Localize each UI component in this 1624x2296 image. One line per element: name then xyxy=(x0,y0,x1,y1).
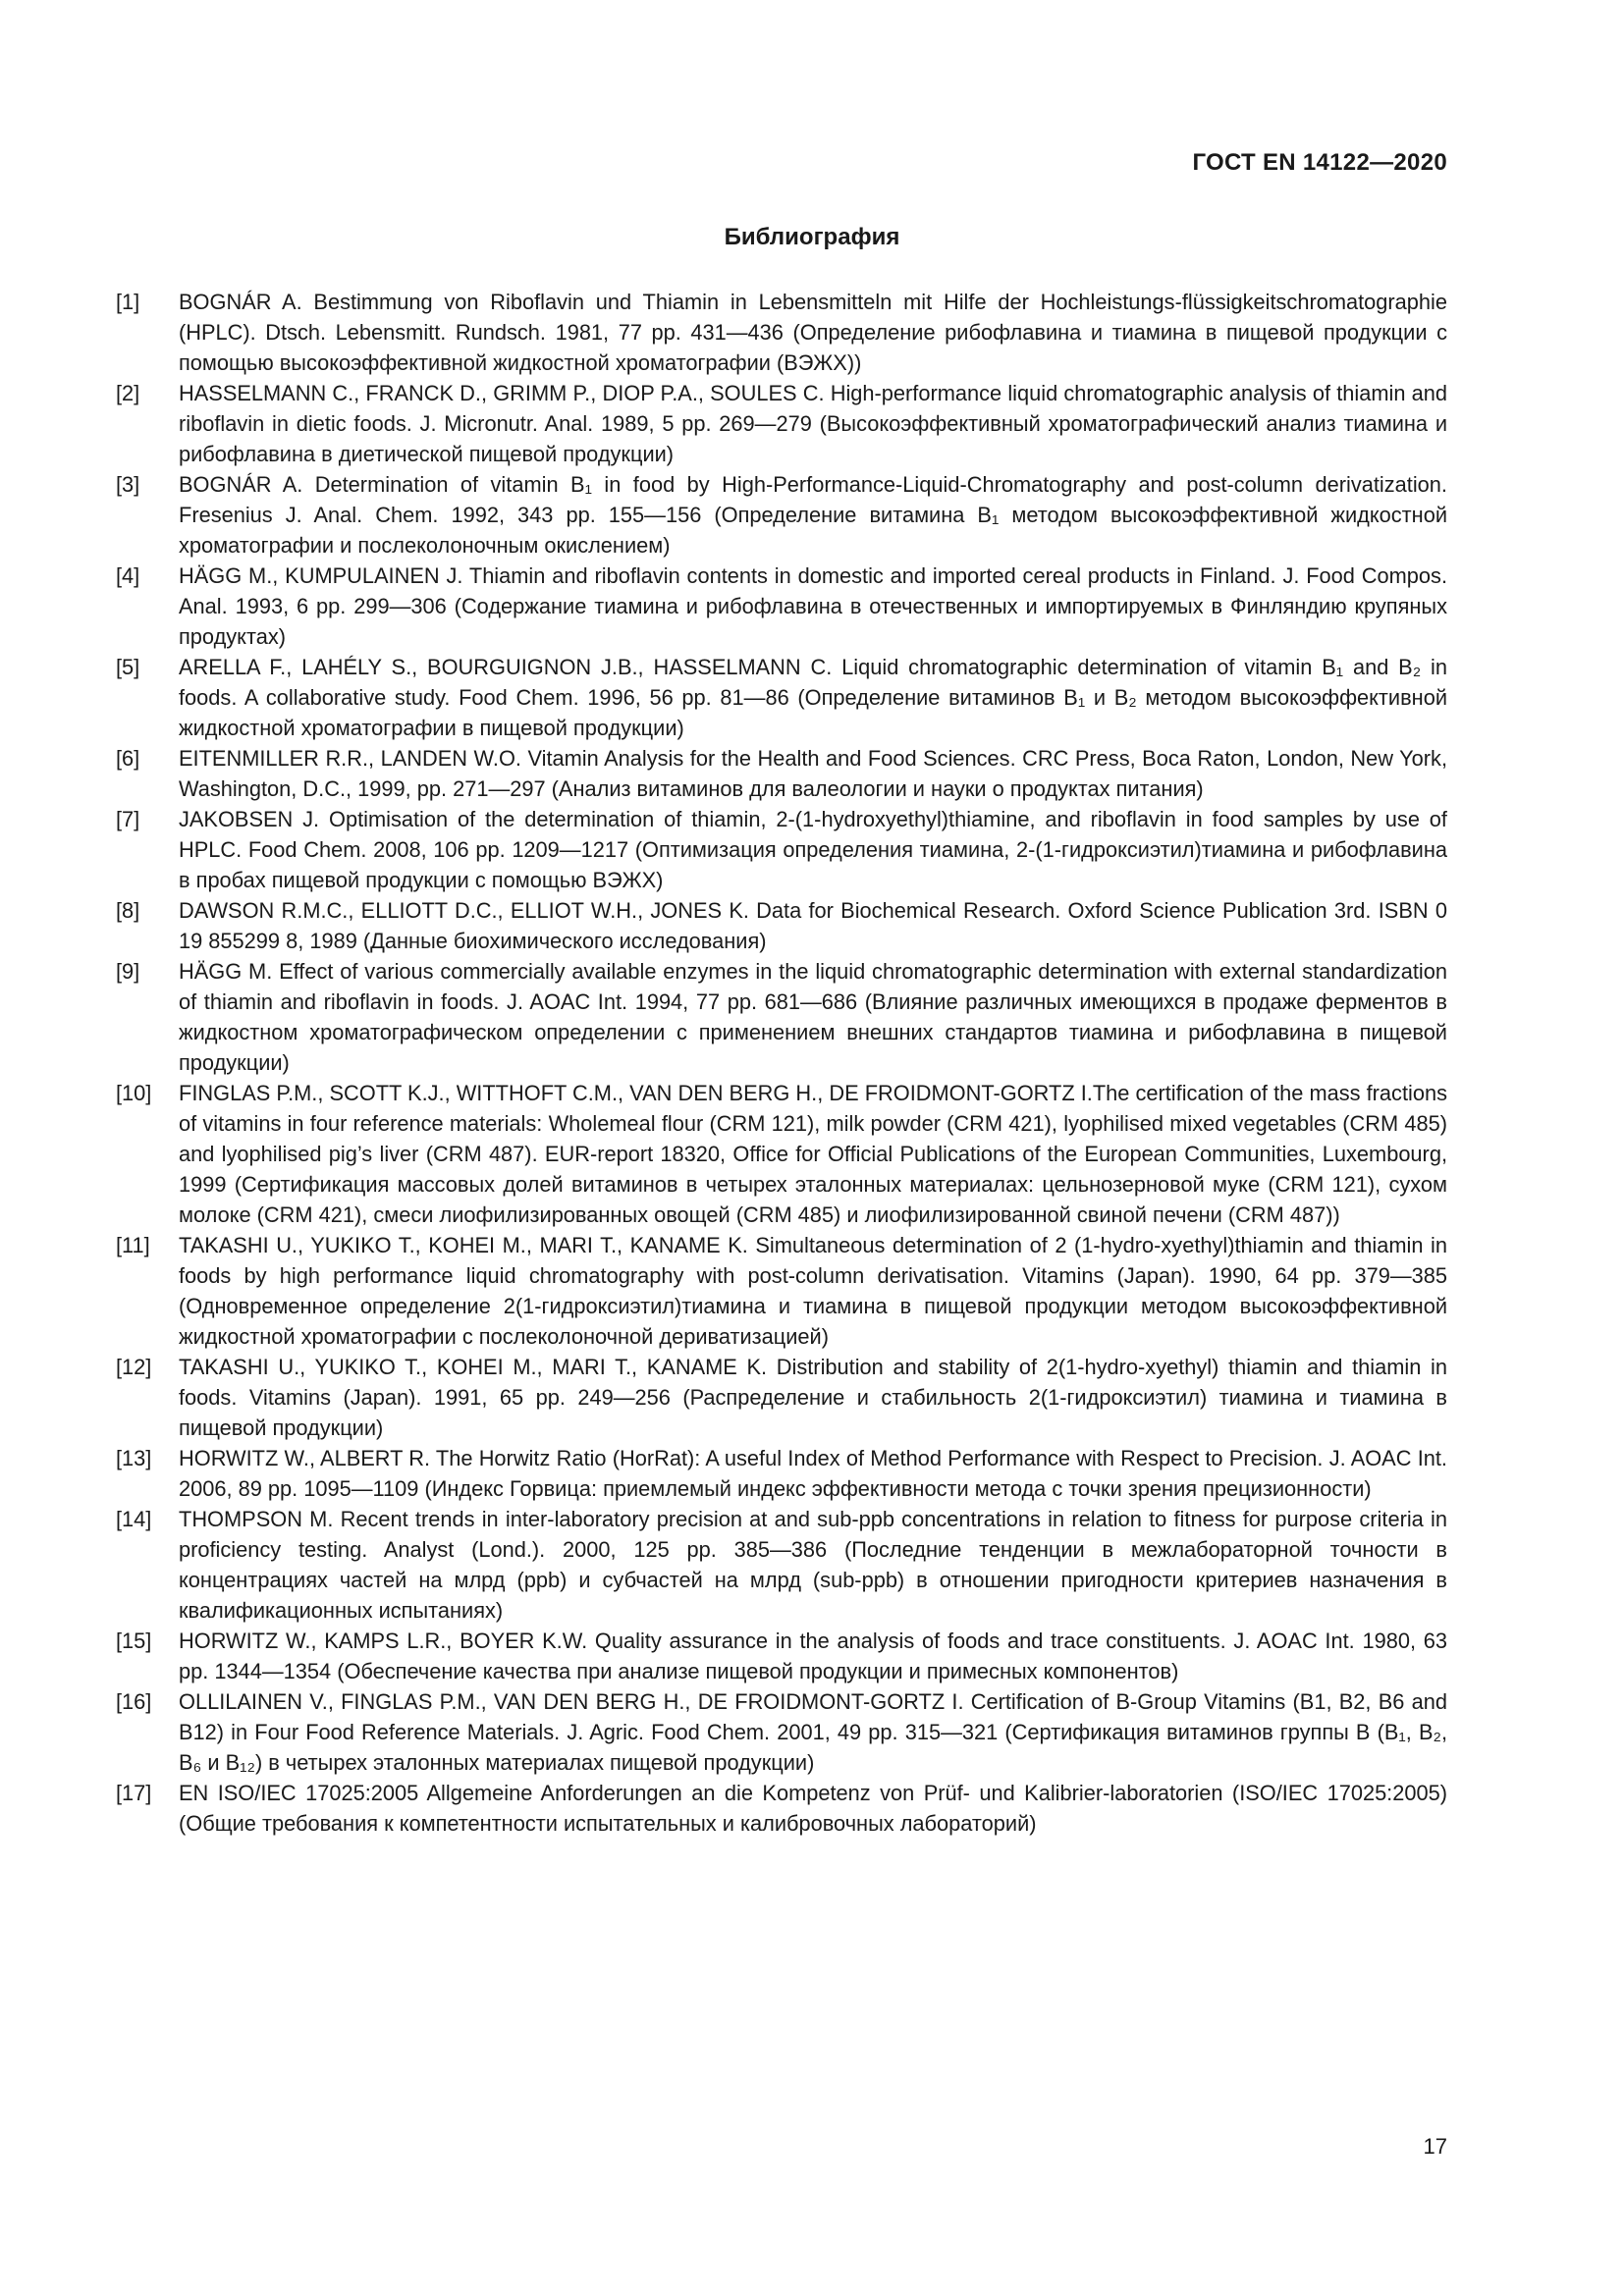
reference-item xyxy=(116,1686,1447,1778)
reference-text: THOMPSON M. Recent trends in inter-laboratory precision at and sub-ppb concentrations in relation to fitness for purpose criteria in proficiency testing. Analyst (Lond.). 2000, 125 pp. 385—386 (Последние тенденции в межлабораторной точности в концентрациях частей на млрд (ppb) и субчастей на млрд (sub-ppb) в отношении пригодности критериев назначения в квалификационных испытаниях) xyxy=(179,1507,1447,1623)
reference-item xyxy=(116,561,1447,652)
reference-number: [8] xyxy=(116,898,140,923)
reference-number: [4] xyxy=(116,563,140,588)
bibliography-list xyxy=(116,287,1447,1839)
reference-number: [1] xyxy=(116,290,140,314)
reference-number: [9] xyxy=(116,959,140,984)
reference-number: [2] xyxy=(116,381,140,405)
page-title: Библиография xyxy=(724,224,900,250)
reference-number: [7] xyxy=(116,807,140,831)
reference-number: [16] xyxy=(116,1689,152,1714)
reference-item xyxy=(116,1230,1447,1352)
reference-item xyxy=(116,895,1447,956)
reference-text: HORWITZ W., KAMPS L.R., BOYER K.W. Quality assurance in the analysis of foods and trace constituents. J. AOAC Int. 1980, 63 pp. 1344—1354 (Обеспечение качества при анализе пищевой продукции и примесных компонентов) xyxy=(179,1629,1447,1683)
reference-text: HASSELMANN C., FRANCK D., GRIMM P., DIOP P.A., SOULES C. High-performance liquid chromatographic analysis of thiamin and riboflavin in dietic foods. J. Micronutr. Anal. 1989, 5 pp. 269—279 (Высокоэффективный хроматографический анализ тиамина и рибофлавина в диетической пищевой продукции) xyxy=(179,381,1447,466)
reference-number: [11] xyxy=(116,1233,150,1257)
reference-text: BOGNÁR A. Determination of vitamin B₁ in food by High-Performance-Liquid-Chromatography and post-column derivatization. Fresenius J. Anal. Chem. 1992, 343 pp. 155—156 (Определение витамина B₁ методом высокоэффективной жидкостной хроматографии и послеколоночным окислением) xyxy=(179,472,1447,558)
reference-item xyxy=(116,743,1447,804)
reference-item xyxy=(116,469,1447,561)
reference-text: TAKASHI U., YUKIKO T., KOHEI M., MARI T., KANAME K. Distribution and stability of 2(1-hydro-xyethyl) thiamin and thiamin in foods. Vitamins (Japan). 1991, 65 pp. 249—256 (Распределение и стабильность 2(1-гидроксиэтил) тиамина и тиамина в пищевой продукции) xyxy=(179,1355,1447,1440)
reference-item xyxy=(116,1078,1447,1230)
reference-number: [15] xyxy=(116,1629,152,1653)
standard-code-header: ГОСТ EN 14122—2020 xyxy=(1192,149,1447,176)
reference-item xyxy=(116,652,1447,743)
reference-text: ARELLA F., LAHÉLY S., BOURGUIGNON J.B., HASSELMANN C. Liquid chromatographic determination of vitamin B₁ and B₂ in foods. A collaborative study. Food Chem. 1996, 56 pp. 81—86 (Определение витаминов B₁ и B₂ методом высокоэффективной жидкостной хроматографии в пищевой продукции) xyxy=(179,655,1447,740)
reference-number: [6] xyxy=(116,746,140,771)
reference-text: OLLILAINEN V., FINGLAS P.M., VAN DEN BERG H., DE FROIDMONT-GORTZ I. Certification of B-Group Vitamins (B1, B2, B6 and B12) in Four Food Reference Materials. J. Agric. Food Chem. 2001, 49 pp. 315—321 (Сертификация витаминов группы B (B₁, B₂, B₆ и B₁₂) в четырех эталонных материалах пищевой продукции) xyxy=(179,1689,1447,1775)
reference-item xyxy=(116,1778,1447,1839)
reference-text: EITENMILLER R.R., LANDEN W.O. Vitamin Analysis for the Health and Food Sciences. CRC Press, Boca Raton, London, New York, Washington, D.C., 1999, pp. 271—297 (Анализ витаминов для валеологии и науки о продуктах питания) xyxy=(179,746,1447,801)
reference-number: [10] xyxy=(116,1081,152,1105)
reference-text: HORWITZ W., ALBERT R. The Horwitz Ratio (HorRat): A useful Index of Method Performance with Respect to Precision. J. AOAC Int. 2006, 89 pp. 1095—1109 (Индекс Горвица: приемлемый индекс эффективности метода с точки зрения прецизионности) xyxy=(179,1446,1447,1501)
reference-item xyxy=(116,956,1447,1078)
reference-text: FINGLAS P.M., SCOTT K.J., WITTHOFT C.M., VAN DEN BERG H., DE FROIDMONT-GORTZ I.The certification of the mass fractions of vitamins in four reference materials: Wholemeal flour (CRM 121), milk powder (CRM 421), lyophilised mixed vegetables (CRM 485) and lyophilised pig’s liver (CRM 487). EUR-report 18320, Office for Official Publications of the European Communities, Luxembourg, 1999 (Сертификация массовых долей витаминов в четырех эталонных материалах: цельнозерновой муке (CRM 121), сухом молоке (CRM 421), смеси лиофилизированных овощей (CRM 485) и лиофилизированной свиной печени (CRM 487)) xyxy=(179,1081,1447,1227)
reference-item xyxy=(116,1352,1447,1443)
page-number: 17 xyxy=(1423,2134,1447,2159)
reference-text: HÄGG M., KUMPULAINEN J. Thiamin and riboflavin contents in domestic and imported cereal products in Finland. J. Food Compos. Anal. 1993, 6 pp. 299—306 (Содержание тиамина и рибофлавина в отечественных и импортируемых в Финляндию крупяных продуктах) xyxy=(179,563,1447,649)
reference-item xyxy=(116,287,1447,378)
reference-item xyxy=(116,1504,1447,1626)
reference-text: EN ISO/IEC 17025:2005 Allgemeine Anforderungen an die Kompetenz von Prüf- und Kalibrier-laboratorien (ISO/IEC 17025:2005) (Общие требования к компетентности испытательных и калибровочных лабораторий) xyxy=(179,1781,1447,1836)
reference-number: [14] xyxy=(116,1507,152,1531)
reference-text: HÄGG M. Effect of various commercially available enzymes in the liquid chromatographic determination with external standardization of thiamin and riboflavin in foods. J. AOAC Int. 1994, 77 pp. 681—686 (Влияние различных имеющихся в продаже ферментов в жидкостном хроматографическом определении с применением внешних стандартов тиамина и рибофлавина в пищевой продукции) xyxy=(179,959,1447,1075)
reference-number: [17] xyxy=(116,1781,152,1805)
reference-text: DAWSON R.M.C., ELLIOTT D.C., ELLIOT W.H., JONES K. Data for Biochemical Research. Oxford Science Publication 3rd. ISBN 0 19 855299 8, 1989 (Данные биохимического исследования) xyxy=(179,898,1447,953)
reference-number: [3] xyxy=(116,472,140,497)
reference-item xyxy=(116,1443,1447,1504)
reference-text: JAKOBSEN J. Optimisation of the determination of thiamin, 2-(1-hydroxyethyl)thiamine, and riboflavin in food samples by use of HPLC. Food Chem. 2008, 106 pp. 1209—1217 (Оптимизация определения тиамина, 2-(1-гидроксиэтил)тиамина и рибофлавина в пробах пищевой продукции с помощью ВЭЖХ) xyxy=(179,807,1447,892)
reference-item xyxy=(116,378,1447,469)
reference-number: [13] xyxy=(116,1446,152,1470)
reference-item xyxy=(116,1626,1447,1686)
reference-number: [5] xyxy=(116,655,140,679)
reference-number: [12] xyxy=(116,1355,152,1379)
reference-item xyxy=(116,804,1447,895)
reference-text: BOGNÁR A. Bestimmung von Riboflavin und Thiamin in Lebensmitteln mit Hilfe der Hochleistungs-flüssigkeitschromatographie (HPLC). Dtsch. Lebensmitt. Rundsch. 1981, 77 pp. 431—436 (Определение рибофлавина и тиамина в пищевой продукции с помощью высокоэффективной жидкостной хроматографии (ВЭЖХ)) xyxy=(179,290,1447,375)
reference-text: TAKASHI U., YUKIKO T., KOHEI M., MARI T., KANAME K. Simultaneous determination of 2 (1-hydro-xyethyl)thiamin and thiamin in foods by high performance liquid chromatography with post-column derivatisation. Vitamins (Japan). 1990, 64 pp. 379—385 (Одновременное определение 2(1-гидроксиэтил)тиамина и тиамина в пищевой продукции методом высокоэффективной жидкостной хроматографии с послеколоночной дериватизацией) xyxy=(179,1233,1447,1349)
